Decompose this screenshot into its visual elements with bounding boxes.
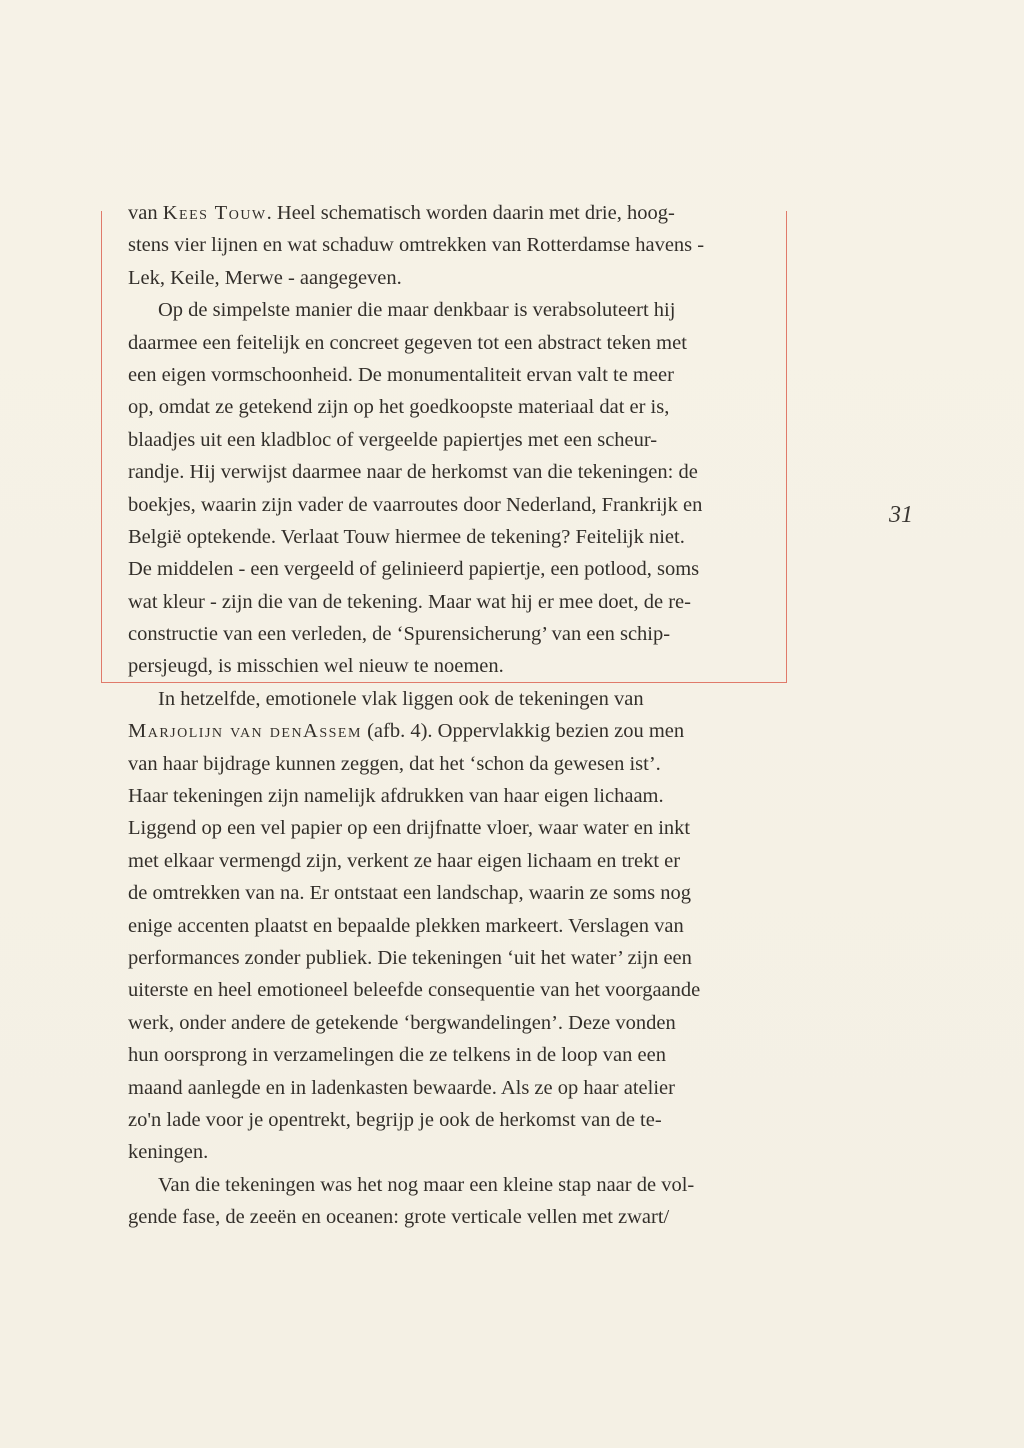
text-line: van Kees Touw. Heel schematisch worden daarin met drie, hoog- xyxy=(128,202,675,224)
text-line: randje. Hij verwijst daarmee naar de herkomst van die tekeningen: de xyxy=(128,461,698,484)
body-text xyxy=(128,197,760,1234)
text-line: uiterste en heel emotioneel beleefde consequentie van het voorgaande xyxy=(128,979,701,1002)
text-line: blaadjes uit een kladbloc of vergeelde papiertjes met een scheur- xyxy=(128,428,658,451)
artist-name: Marjolijn van denAssem xyxy=(128,720,362,743)
text-line: maand aanlegde en in ladenkasten bewaarde. Als ze op haar atelier xyxy=(128,1076,675,1099)
text-line: Marjolijn van denAssem (afb. 4). Oppervlakkig bezien zou men xyxy=(128,720,685,743)
text-line: Lek, Keile, Merwe - aangegeven. xyxy=(128,266,402,289)
text-line: De middelen - een vergeeld of gelinieerd papiertje, een potlood, soms xyxy=(128,558,700,581)
text-line: de omtrekken van na. Er ontstaat een landschap, waarin ze soms nog xyxy=(128,882,691,905)
text-line: enige accenten plaatst en bepaalde plekken markeert. Verslagen van xyxy=(128,914,684,937)
text-line: boekjes, waarin zijn vader de vaarroutes door Nederland, Frankrijk en xyxy=(128,493,703,516)
text-line: constructie van een verleden, de ‘Spurensicherung’ van een schip- xyxy=(128,623,671,646)
text-line: een eigen vormschoonheid. De monumentaliteit ervan valt te meer xyxy=(128,363,674,386)
artist-name: Kees Touw xyxy=(162,202,267,224)
text-line: Liggend op een vel papier op een drijfnatte vloer, waar water en inkt xyxy=(128,817,691,840)
text-line: Haar tekeningen zijn namelijk afdrukken van haar eigen lichaam. xyxy=(128,785,664,808)
text-line: hun oorsprong in verzamelingen die ze telkens in de loop van een xyxy=(128,1044,666,1067)
text-line: gende fase, de zeeën en oceanen: grote verticale vellen met zwart/ xyxy=(128,1206,670,1229)
text-line: stens vier lijnen en wat schaduw omtrekken van Rotterdamse havens - xyxy=(128,234,705,257)
text-line: op, omdat ze getekend zijn op het goedkoopste materiaal dat er is, xyxy=(128,396,670,419)
text-line: In hetzelfde, emotionele vlak liggen ook de tekeningen van xyxy=(158,687,644,710)
text-line: persjeugd, is misschien wel nieuw te noemen. xyxy=(128,655,504,678)
text-line: van haar bijdrage kunnen zeggen, dat het ‘schon da gewesen ist’. xyxy=(128,752,661,775)
text-line: werk, onder andere de getekende ‘bergwandelingen’. Deze vonden xyxy=(128,1011,676,1034)
text-line: zo'n lade voor je opentrekt, begrijp je ook de herkomst van de te- xyxy=(128,1108,662,1131)
text-line: België optekende. Verlaat Touw hiermee de tekening? Feitelijk niet. xyxy=(128,525,685,548)
text-line: met elkaar vermengd zijn, verkent ze haar eigen lichaam en trekt er xyxy=(128,849,681,872)
text-line: keningen. xyxy=(128,1141,209,1164)
text-line: wat kleur - zijn die van de tekening. Maar wat hij er mee doet, de re- xyxy=(128,590,691,613)
text-line: Van die tekeningen was het nog maar een kleine stap naar de vol- xyxy=(158,1173,695,1196)
page-number: 31 xyxy=(889,502,913,528)
text-line: daarmee een feitelijk en concreet gegeven tot een abstract teken met xyxy=(128,331,687,354)
text-line: performances zonder publiek. Die tekeningen ‘uit het water’ zijn een xyxy=(128,946,692,969)
text-line: Op de simpelste manier die maar denkbaar is verabsoluteert hij xyxy=(158,299,676,322)
